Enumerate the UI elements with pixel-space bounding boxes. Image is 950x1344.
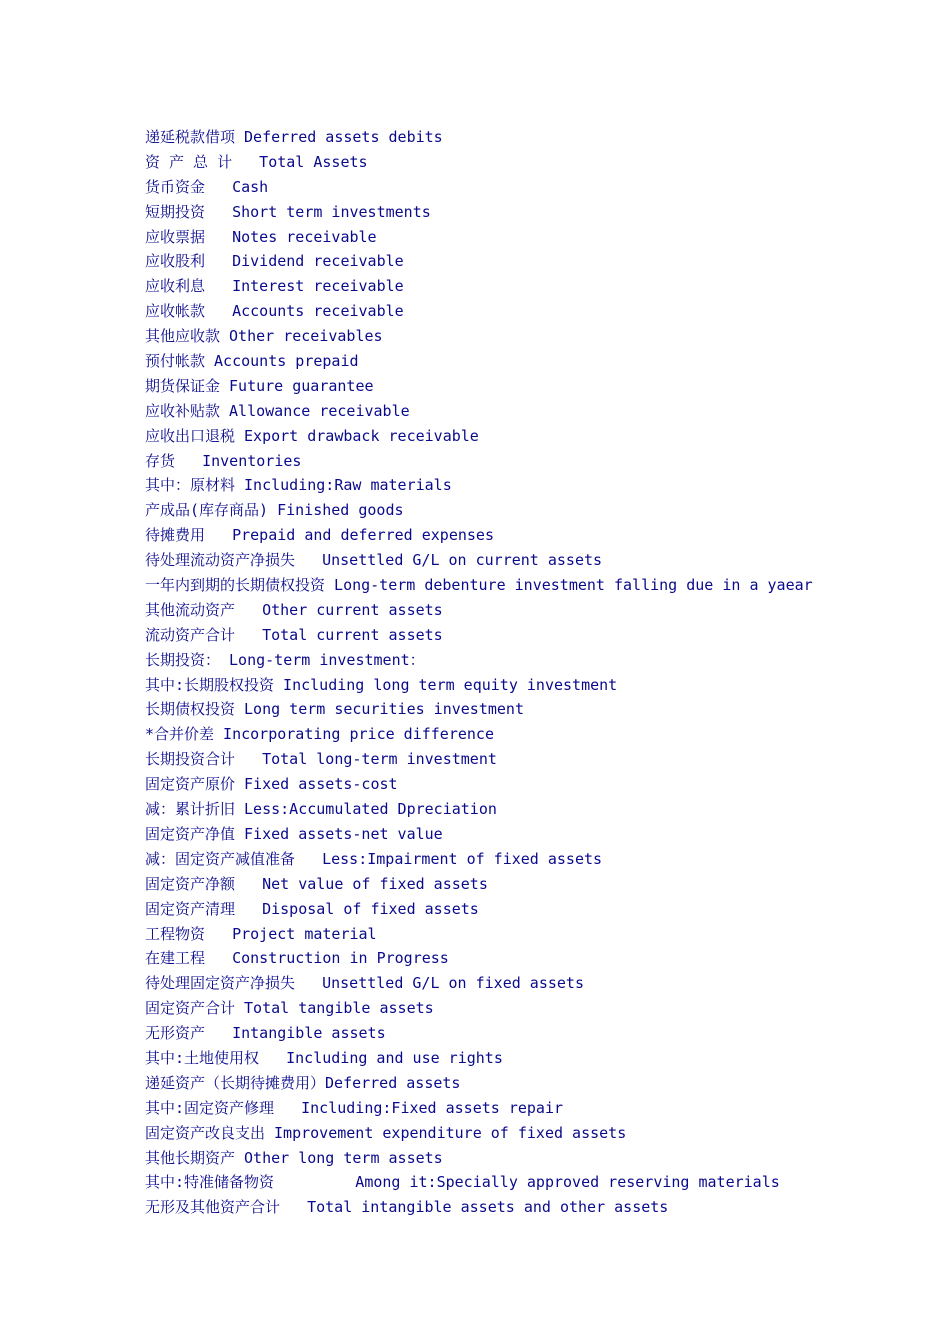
glossary-line: 固定资产清理 Disposal of fixed assets	[145, 899, 479, 918]
glossary-line: 其中:长期股权投资 Including long term equity investment	[145, 675, 618, 694]
glossary-line: 固定资产净值 Fixed assets-net value	[145, 824, 443, 843]
glossary-line: 产成品(库存商品) Finished goods	[145, 501, 404, 520]
glossary-list	[145, 125, 925, 1220]
glossary-line: 应收帐款 Accounts receivable	[145, 302, 404, 321]
glossary-line: 递延资产（长期待摊费用）Deferred assets	[145, 1073, 461, 1092]
glossary-line: 预付帐款 Accounts prepaid	[145, 352, 359, 371]
glossary-line: *合并价差 Incorporating price difference	[145, 725, 494, 744]
glossary-line: 应收补贴款 Allowance receivable	[145, 401, 410, 420]
glossary-line: 固定资产合计 Total tangible assets	[145, 999, 434, 1018]
glossary-line: 其中:固定资产修理 Including:Fixed assets repair	[145, 1098, 564, 1117]
glossary-line: 其他流动资产 Other current assets	[145, 600, 443, 619]
glossary-line: 其中:土地使用权 Including and use rights	[145, 1048, 503, 1067]
glossary-line: 无形及其他资产合计 Total intangible assets and other assets	[145, 1198, 669, 1217]
glossary-line: 其他长期资产 Other long term assets	[145, 1148, 443, 1167]
glossary-line: 待处理流动资产净损失 Unsettled G/L on current assets	[145, 551, 603, 570]
glossary-line: 短期投资 Short term investments	[145, 202, 431, 221]
glossary-line: 其他应收款 Other receivables	[145, 327, 383, 346]
glossary-line: 期货保证金 Future guarantee	[145, 376, 374, 395]
glossary-line: 应收票据 Notes receivable	[145, 227, 377, 246]
glossary-line: 在建工程 Construction in Progress	[145, 949, 449, 968]
glossary-line: 一年内到期的长期债权投资 Long-term debenture investment falling due in a yaear	[145, 576, 813, 595]
glossary-line: 应收股利 Dividend receivable	[145, 252, 404, 271]
glossary-line: 固定资产净额 Net value of fixed assets	[145, 874, 488, 893]
glossary-line: 流动资产合计 Total current assets	[145, 625, 443, 644]
glossary-line: 应收出口退税 Export drawback receivable	[145, 426, 479, 445]
glossary-line: 无形资产 Intangible assets	[145, 1024, 386, 1043]
glossary-line: 长期投资合计 Total long-term investment	[145, 750, 497, 769]
glossary-line: 减：累计折旧 Less:Accumulated Dpreciation	[145, 800, 497, 819]
glossary-line: 货币资金 Cash	[145, 177, 269, 196]
glossary-line: 资 产 总 计 Total Assets	[145, 152, 368, 171]
glossary-line: 递延税款借项 Deferred assets debits	[145, 128, 443, 146]
glossary-line: 固定资产改良支出 Improvement expenditure of fixed assets	[145, 1123, 627, 1142]
glossary-line: 待摊费用 Prepaid and deferred expenses	[145, 526, 494, 545]
glossary-line: 固定资产原价 Fixed assets-cost	[145, 775, 398, 794]
glossary-line: 应收利息 Interest receivable	[145, 277, 404, 296]
glossary-line: 其中：原材料 Including:Raw materials	[145, 476, 452, 495]
glossary-line: 长期投资： Long-term investment：	[145, 650, 425, 669]
glossary-line: 待处理固定资产净损失 Unsettled G/L on fixed assets	[145, 974, 584, 993]
glossary-line: 减：固定资产减值准备 Less:Impairment of fixed assets	[145, 849, 603, 868]
glossary-line: 长期债权投资 Long term securities investment	[145, 700, 524, 719]
glossary-line: 其中:特准储备物资 Among it:Specially approved reserving materials	[145, 1173, 780, 1192]
glossary-line: 工程物资 Project material	[145, 924, 377, 943]
glossary-line: 存货 Inventories	[145, 451, 302, 470]
